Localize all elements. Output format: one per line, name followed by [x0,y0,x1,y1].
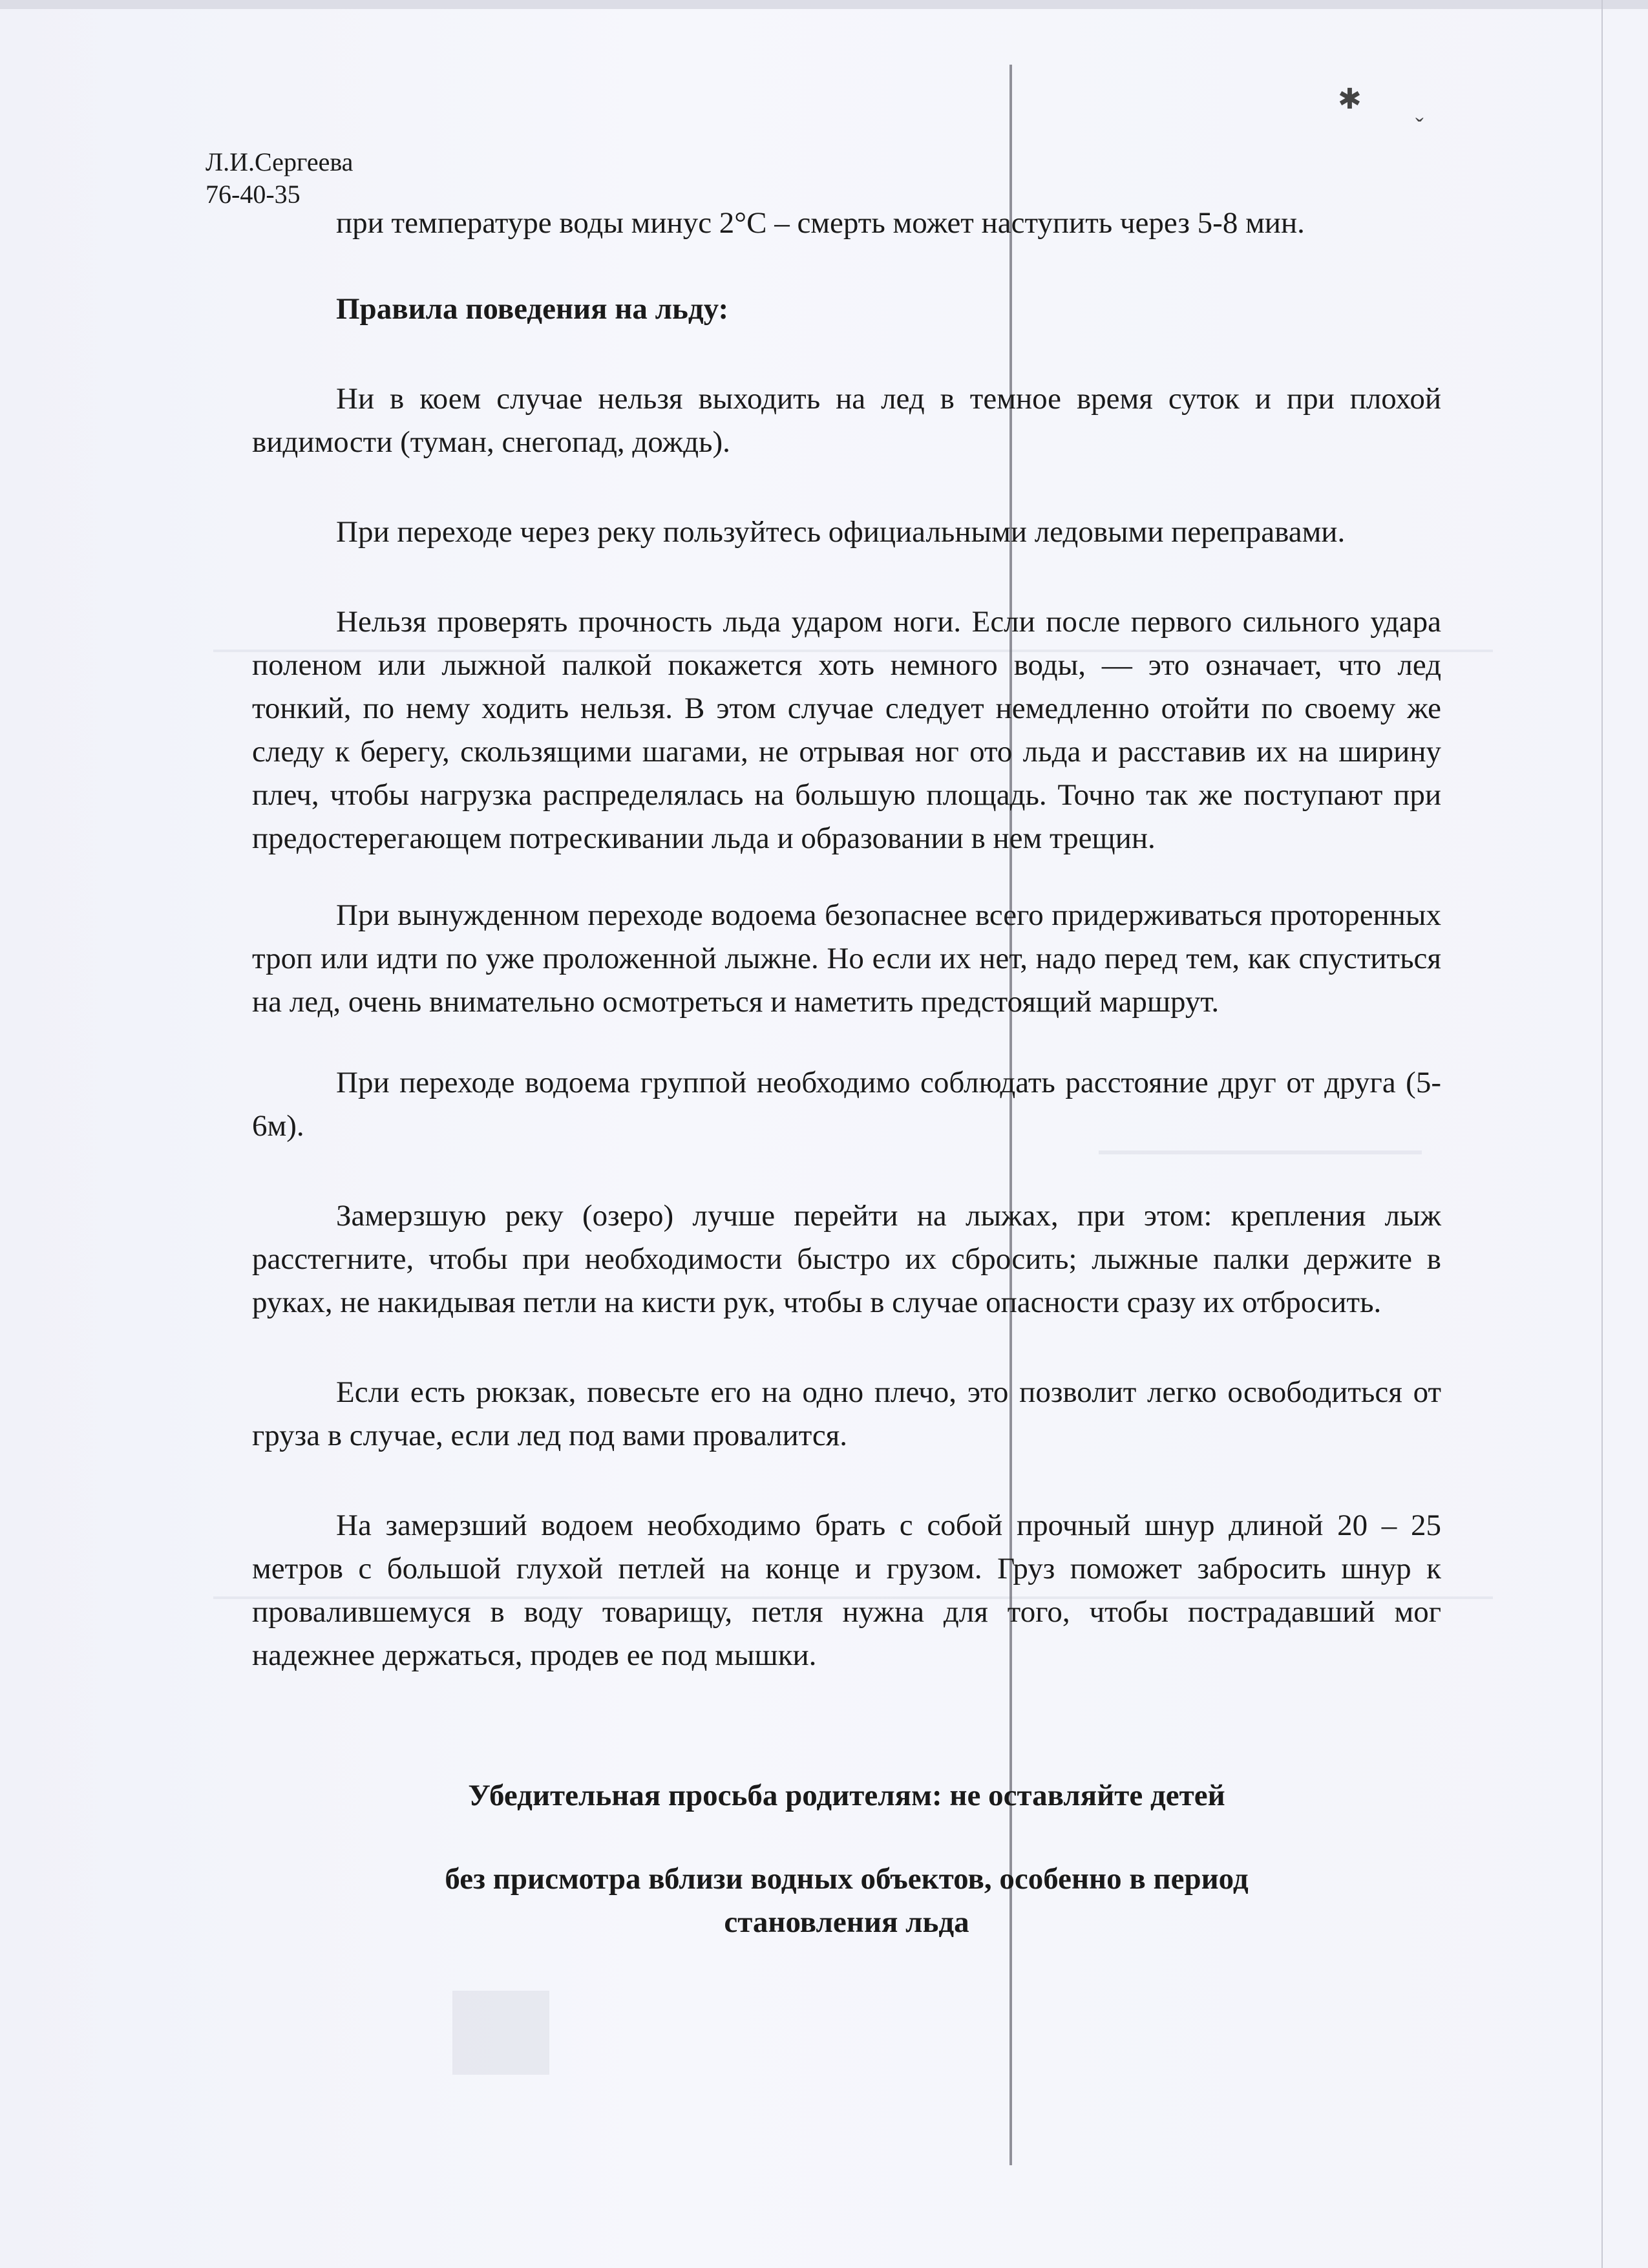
appeal-line: становления льда [724,1905,969,1939]
paragraph: При переходе водоема группой необходимо соблюдать расстояние друг от друга (5-6м). [252,1066,1441,1143]
author-name: Л.И.Сергеева [206,147,354,176]
paragraph: Нельзя проверять прочность льда ударом ноги. Если после первого сильного удара поленом или лыжной палкой покажется хоть немного воды, — это означает, что лед тонкий, по нему ходить нельзя. В этом случае следует немедленно отойти по своему же следу к берегу, скользящими шагами, не отрывая ног ото льда и расставив их на ширину плеч, чтобы нагрузка распределялась на большую площадь. Точно так же поступают при предостерегающем потрескивании льда и образовании в нем трещин. [252,605,1441,855]
appeal-line: Убедительная просьба родителям: не оставляйте детей [468,1779,1225,1812]
show-through-block [452,1991,549,2075]
paragraph: При переходе через реку пользуйтесь официальными ледовыми переправами. [336,515,1346,549]
paragraph: при температуре воды минус 2°С – смерть может наступить через 5-8 мин. [336,206,1305,240]
paragraph: Замерзшую реку (озеро) лучше перейти на лыжах, при этом: крепления лыж расстегните, чтобы при необходимости быстро их сбросить; лыжные палки держите в руках, не накидывая петли на кисти рук, чтобы в случае опасности сразу их отбросить. [252,1199,1441,1319]
parents-appeal [252,1774,1441,1984]
page-right-edge [1601,0,1603,2268]
appeal-line: без присмотра вблизи водных объектов, особенно в период [445,1862,1249,1896]
author-phone: 76-40-35 [206,180,301,209]
scan-speck: ✱ [1338,83,1362,115]
document-body [252,202,1441,1724]
paragraph: Если есть рюкзак, повесьте его на одно плечо, это позволит легко освободиться от груза в случае, если лед под вами провалится. [252,1375,1441,1452]
author-block [206,146,353,211]
paragraph: На замерзший водоем необходимо брать с собой прочный шнур длиной 20 – 25 метров с большой глухой петлей на конце и грузом. Груз поможет забросить шнур к провалившемуся в воду товарищу, петля нужна для того, чтобы пострадавший мог надежнее держаться, продев ее под мышки. [252,1509,1441,1672]
paragraph: Ни в коем случае нельзя выходить на лед в темное время суток и при плохой видимости (туман, снегопад, дождь). [252,382,1441,459]
section-heading: Правила поведения на льду: [336,292,729,326]
scan-speck: ˇ [1415,114,1424,141]
page-top-edge [0,0,1648,9]
paragraph: При вынужденном переходе водоема безопаснее всего придерживаться проторенных троп или идти по уже проложенной лыжне. Но если их нет, надо перед тем, как спуститься на лед, очень внимательно осмотреться и наметить предстоящий маршрут. [252,898,1441,1019]
